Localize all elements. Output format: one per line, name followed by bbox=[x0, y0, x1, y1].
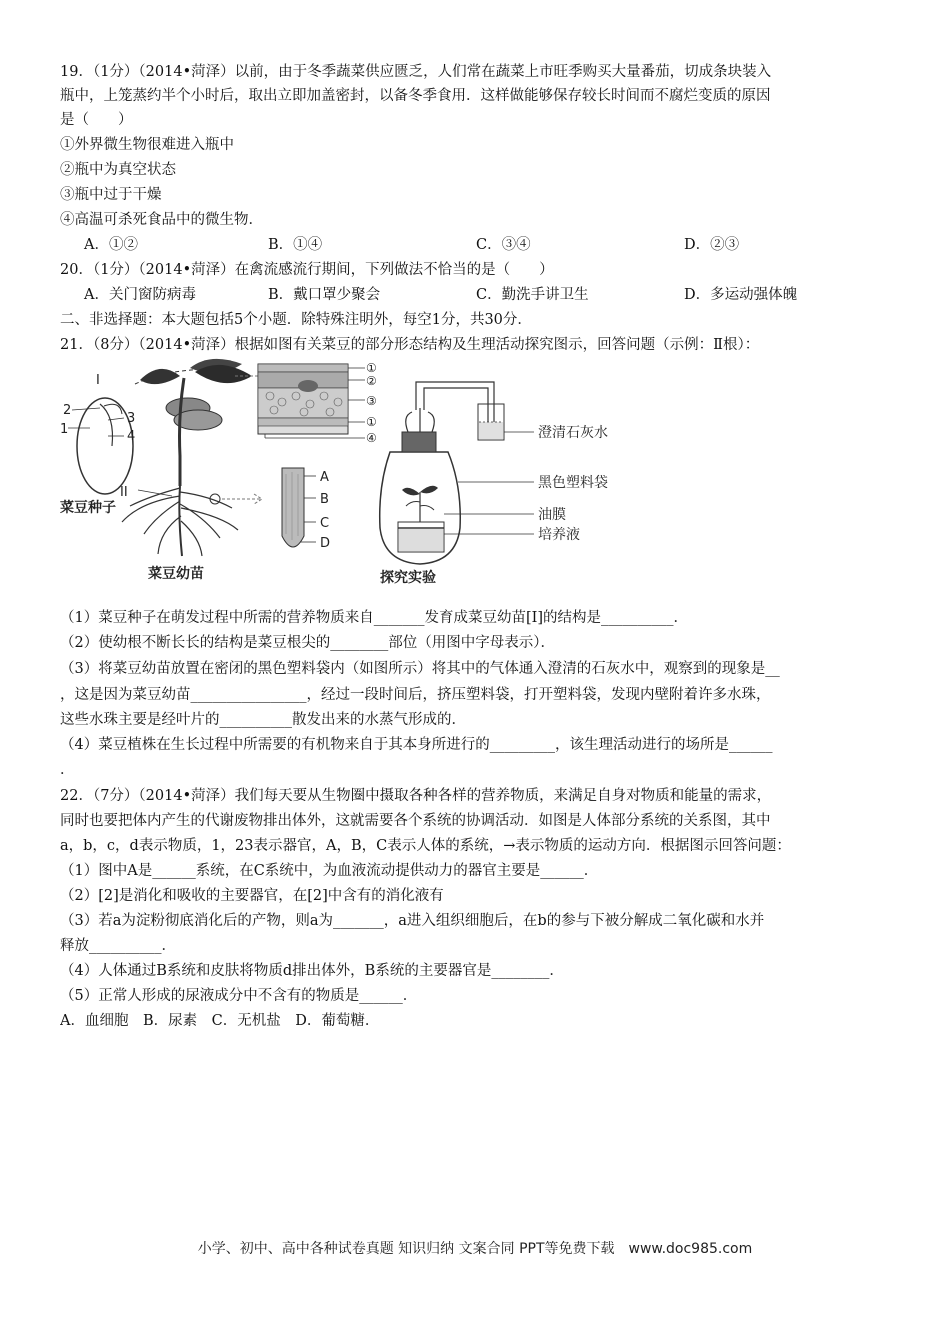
leaf-label-2: ② bbox=[366, 374, 377, 388]
q21-sub-1: （1）菜豆种子在萌发过程中所需的营养物质来自_______发育成菜豆幼苗[I]的结构是__________． bbox=[60, 610, 689, 626]
seed-label-4: 4 bbox=[127, 429, 136, 444]
leaf-section-drawing bbox=[258, 361, 377, 445]
leaf-label-4: ④ bbox=[366, 431, 377, 445]
q21-sub-4b: ． bbox=[60, 762, 75, 778]
q20-option-d[interactable]: D．多运动强体魄 bbox=[684, 287, 798, 303]
q19-statement-3: ③瓶中过于干燥 bbox=[60, 187, 162, 203]
seedling-label-I: I bbox=[96, 373, 100, 388]
q19-option-b[interactable]: B．①④ bbox=[268, 237, 323, 253]
label-culture-solution: 培养液 bbox=[538, 527, 580, 543]
q22-sub-5-options: A．血细胞 B．尿素 C．无机盐 D．葡萄糖． bbox=[60, 1013, 380, 1029]
experiment-caption: 探究实验 bbox=[380, 570, 436, 586]
q19-line-3: 是（ ） bbox=[60, 112, 133, 128]
q20-stem: 20．（1分）（2014•菏泽）在禽流感流行期间，下列做法不恰当的是（ ） bbox=[60, 262, 554, 278]
seed-caption: 菜豆种子 bbox=[60, 500, 116, 516]
seedling-caption: 菜豆幼苗 bbox=[148, 566, 204, 582]
q21-sub-4a: （4）菜豆植株在生长过程中所需要的有机物来自于其本身所进行的_________，该生理活动进行的场所是______ bbox=[60, 737, 773, 753]
bean-seedling-drawing bbox=[96, 359, 272, 582]
seed-label-2: 2 bbox=[63, 403, 72, 418]
q20-option-b[interactable]: B．戴口罩少聚会 bbox=[268, 287, 381, 303]
root-tip-label-d: D bbox=[320, 536, 331, 551]
q19-line-1: 19．（1分）（2014•菏泽）以前，由于冬季蔬菜供应匮乏，人们常在蔬菜上市旺季购买大量番茄，切成条块装入 bbox=[60, 64, 772, 80]
seedling-label-II: II bbox=[120, 485, 128, 500]
q20-option-c[interactable]: C．勤洗手讲卫生 bbox=[476, 287, 589, 303]
root-tip-drawing bbox=[282, 468, 330, 551]
bean-figure-svg bbox=[60, 356, 890, 586]
leaf-label-1-bottom: ① bbox=[366, 415, 377, 429]
q22-sub-5: （5）正常人形成的尿液成分中不含有的物质是______． bbox=[60, 988, 418, 1004]
q22-stem-3: a，b，c，d表示物质，1，23表示器官，A，B，C表示人体的系统，→表示物质的运动方向．根据图示回答问题： bbox=[60, 838, 791, 854]
root-tip-label-c: C bbox=[320, 516, 330, 531]
q21-sub-2: （2）使幼根不断长长的结构是菜豆根尖的________部位（用图中字母表示）． bbox=[60, 635, 555, 651]
q22-sub-2: （2）[2]是消化和吸收的主要器官，在[2]中含有的消化液有 bbox=[60, 888, 444, 904]
label-oil-film: 油膜 bbox=[538, 507, 566, 523]
seed-label-3: 3 bbox=[127, 411, 136, 426]
leaf-label-3: ③ bbox=[366, 394, 377, 408]
q22-stem-2: 同时也要把体内产生的代谢废物排出体外，这就需要各个系统的协调活动．如图是人体部分系统的关系图，其中 bbox=[60, 813, 771, 829]
bean-figure bbox=[60, 356, 890, 586]
seed-label-1: 1 bbox=[60, 422, 69, 437]
q21-sub-3a: （3）将菜豆幼苗放置在密闭的黑色塑料袋内（如图所示）将其中的气体通入澄清的石灰水中，观察到的现象是__ bbox=[60, 661, 780, 677]
q22-sub-4: （4）人体通过B系统和皮肤将物质d排出体外，B系统的主要器官是________． bbox=[60, 963, 564, 979]
q19-line-2: 瓶中，上笼蒸约半个小时后，取出立即加盖密封，以备冬季食用．这样做能够保存较长时间而不腐烂变质的原因 bbox=[60, 88, 771, 104]
experiment-drawing bbox=[380, 382, 608, 586]
label-black-bag: 黑色塑料袋 bbox=[538, 475, 608, 491]
q19-option-a[interactable]: A．①② bbox=[84, 237, 138, 253]
root-tip-label-b: B bbox=[320, 492, 329, 507]
q19-statement-1: ①外界微生物很难进入瓶中 bbox=[60, 137, 234, 153]
q20-option-a[interactable]: A．关门窗防病毒 bbox=[84, 287, 196, 303]
q22-sub-1: （1）图中A是______系统，在C系统中，为血液流动提供动力的器官主要是______． bbox=[60, 863, 599, 879]
page-footer: 小学、初中、高中各种试卷真题 知识归纳 文案合同 PPT等免费下载 www.doc985.com bbox=[197, 1241, 753, 1257]
q19-option-d[interactable]: D．②③ bbox=[684, 237, 740, 253]
label-limewater: 澄清石灰水 bbox=[538, 425, 608, 441]
q21-sub-3c: 这些水珠主要是经叶片的__________散发出来的水蒸气形成的． bbox=[60, 712, 466, 728]
root-tip-label-a: A bbox=[320, 470, 329, 485]
q19-option-c[interactable]: C．③④ bbox=[476, 237, 531, 253]
q21-stem: 21．（8分）（2014•菏泽）根据如图有关菜豆的部分形态结构及生理活动探究图示，回答问题（示例：Ⅱ根）： bbox=[60, 337, 760, 353]
leaf-label-1-top: ① bbox=[366, 361, 377, 375]
q22-sub-3b: 释放__________． bbox=[60, 938, 176, 954]
q22-stem-1: 22．（7分）（2014•菏泽）我们每天要从生物圈中摄取各种各样的营养物质，来满足自身对物质和能量的需求， bbox=[60, 788, 772, 804]
q22-sub-3a: （3）若a为淀粉彻底消化后的产物，则a为_______，a进入组织细胞后，在b的参与下被分解成二氧化碳和水并 bbox=[60, 913, 765, 929]
q21-sub-3b: ，这是因为菜豆幼苗________________，经过一段时间后，挤压塑料袋，打开塑料袋，发现内壁附着许多水珠， bbox=[60, 687, 771, 703]
q19-statement-4: ④高温可杀死食品中的微生物． bbox=[60, 212, 263, 228]
section-2-heading: 二、非选择题：本大题包括5个小题．除特殊注明外，每空1分，共30分． bbox=[60, 312, 532, 328]
q19-statement-2: ②瓶中为真空状态 bbox=[60, 162, 176, 178]
